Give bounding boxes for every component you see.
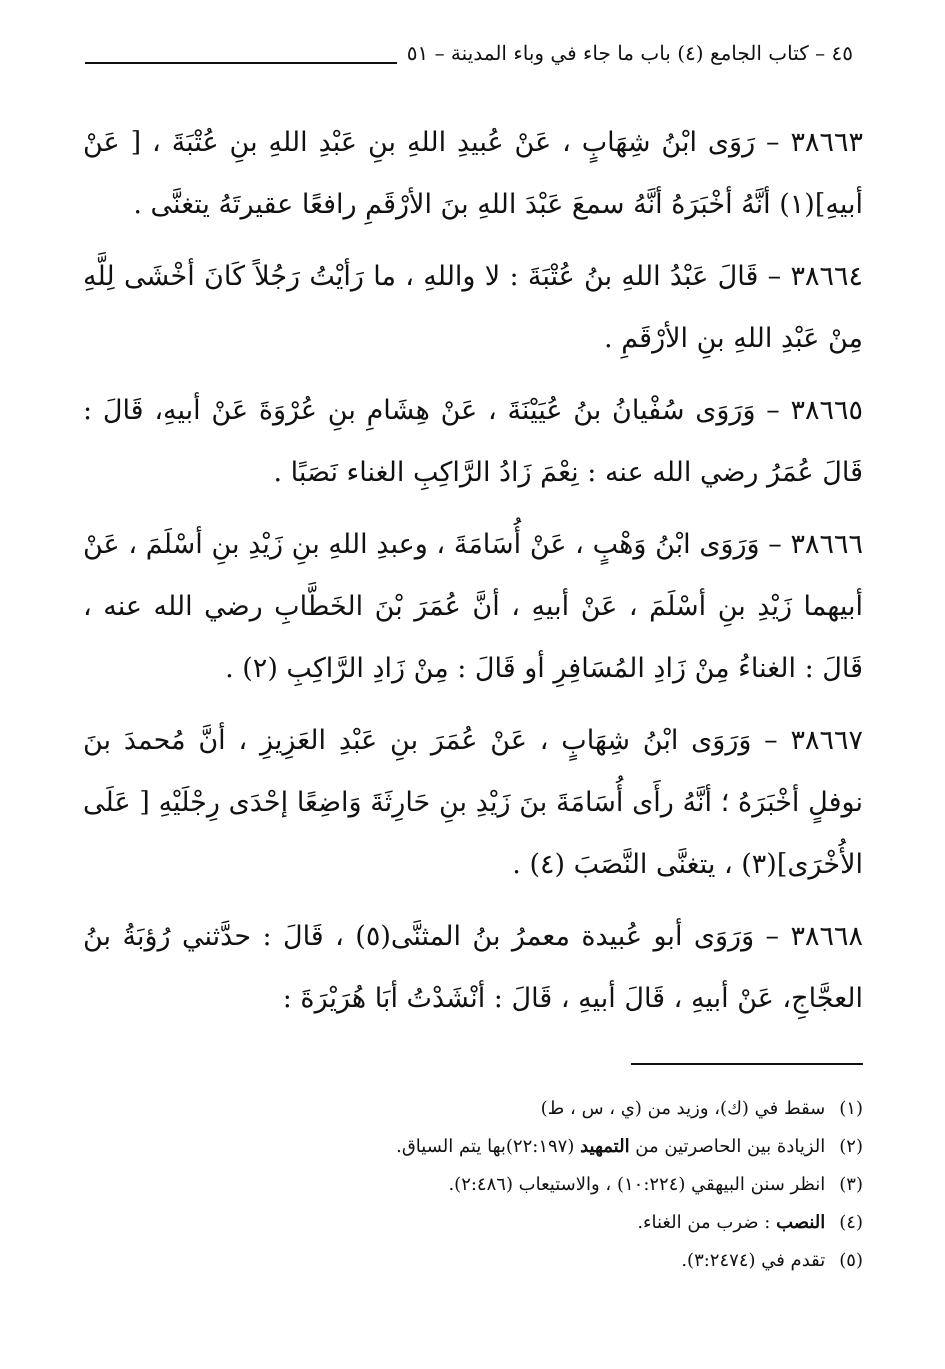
footnote-4 (83, 1204, 863, 1242)
paragraph-text: – وَرَوَى سُفْيانُ بنُ عُيَيْنَةَ ، عَنْ هِشَامِ بنِ عُرْوَةَ عَنْ أبيهِ، قَالَ : قَالَ عُمَرُ رضي الله عنه : نِعْمَ زَادُ الرَّاكِبِ الغناء نَصَبًا . (83, 395, 863, 488)
footnote-number: (١) (839, 1098, 863, 1119)
hadith-number: ٣٨٦٦٧ (790, 725, 863, 756)
footnote-number: (٣) (839, 1174, 863, 1195)
running-head: ٤٥ – كتاب الجامع (٤) باب ما جاء في وباء المدينة – ٥١ (406, 41, 853, 65)
paragraph-38667 (83, 710, 863, 896)
paragraph-text: – قَالَ عَبْدُ اللهِ بنُ عُتْبَةَ : لا واللهِ ، ما رَأيْتُ رَجُلاً كَانَ أخْشَى لِلَّهِ مِنْ عَبْدِ اللهِ بنِ الأرْقَمِ . (83, 261, 863, 354)
header-rule (85, 62, 397, 64)
hadith-number: ٣٨٦٦٥ (790, 395, 863, 426)
footnote-text: تقدم في (٣:٢٤٧٤). (681, 1250, 826, 1271)
footnote-3 (83, 1166, 863, 1204)
paragraph-text: – وَرَوَى ابْنُ وَهْبٍ ، عَنْ أُسَامَةَ ، وعبدِ اللهِ بنِ زَيْدِ بنِ أسْلَمَ ، عَنْ أبيهما زَيْدِ بنِ أسْلَمَ ، عَنْ أبيهِ ، أنَّ عُمَرَ بْنَ الخَطَّابِ رضي الله عنه ، قَالَ : الغناءُ مِنْ زَادِ المُسَافِرِ أو قَالَ : مِنْ زَادِ الرَّاكِبِ (٢) . (83, 529, 863, 684)
footnote-5 (83, 1242, 863, 1280)
paragraph-38666 (83, 514, 863, 700)
hadith-number: ٣٨٦٦٤ (790, 261, 863, 292)
paragraph-38668 (83, 906, 863, 1030)
footnote-text-rest: : ضرب من الغناء. (637, 1212, 777, 1233)
hadith-number: ٣٨٦٦٣ (790, 127, 863, 158)
footnotes (83, 1090, 863, 1280)
footnote-bold-term: التمهيد (580, 1136, 630, 1157)
paragraph-text: – رَوَى ابْنُ شِهَابٍ ، عَنْ عُبيدِ اللهِ بنِ عَبْدِ اللهِ بنِ عُتْبَةَ ، [ عَنْ أبيهِ](١) أنَّهُ أخْبَرَهُ أنَّهُ سمعَ عَبْدَ اللهِ بنَ الأرْقَمِ رافعًا عقيرتَهُ يتغنَّى . (83, 127, 863, 220)
footnote-1 (83, 1090, 863, 1128)
footnote-text: سقط في (ك)، وزيد من (ي ، س ، ط) (540, 1098, 826, 1119)
paragraph-text: – وَرَوَى أبو عُبيدة معمرُ بنُ المثنَّى(٥) ، قَالَ : حدَّثني رُؤبَةُ بنُ العجَّاجِ، عَنْ أبيهِ ، قَالَ أبيهِ ، قَالَ : أنْشَدْتُ أبَا هُرَيْرَةَ : (83, 921, 863, 1014)
paragraph-38664 (83, 246, 863, 370)
main-text (83, 112, 863, 1040)
footnote-number: (٢) (839, 1136, 863, 1157)
hadith-number: ٣٨٦٦٦ (790, 529, 863, 560)
footnote-text: الزيادة بين الحاصرتين من (629, 1136, 826, 1157)
footnote-text: انظر سنن البيهقي (١٠:٢٢٤) ، والاستيعاب (٢:٤٨٦). (448, 1174, 826, 1195)
paragraph-38663 (83, 112, 863, 236)
footnote-rule (631, 1063, 863, 1065)
footnote-bold-term: النصب (776, 1212, 826, 1233)
footnote-number: (٥) (839, 1250, 863, 1271)
paragraph-text: – وَرَوَى ابْنُ شِهَابٍ ، عَنْ عُمَرَ بنِ عَبْدِ العَزِيزِ ، أنَّ مُحمدَ بنَ نوفلٍ أخْبَرَهُ ؛ أنَّهُ رأَى أُسَامَةَ بنَ زَيْدِ بنِ حَارِثَةَ وَاضِعًا إحْدَى رِجْلَيْهِ [ عَلَى الأُخْرَى](٣) ، يتغنَّى النَّصَبَ (٤) . (83, 725, 863, 880)
footnote-number: (٤) (839, 1212, 863, 1233)
paragraph-38665 (83, 380, 863, 504)
footnote-2 (83, 1128, 863, 1166)
hadith-number: ٣٨٦٦٨ (790, 921, 863, 952)
footnote-text-rest: (٢٢:١٩٧)بها يتم السياق. (396, 1136, 581, 1157)
